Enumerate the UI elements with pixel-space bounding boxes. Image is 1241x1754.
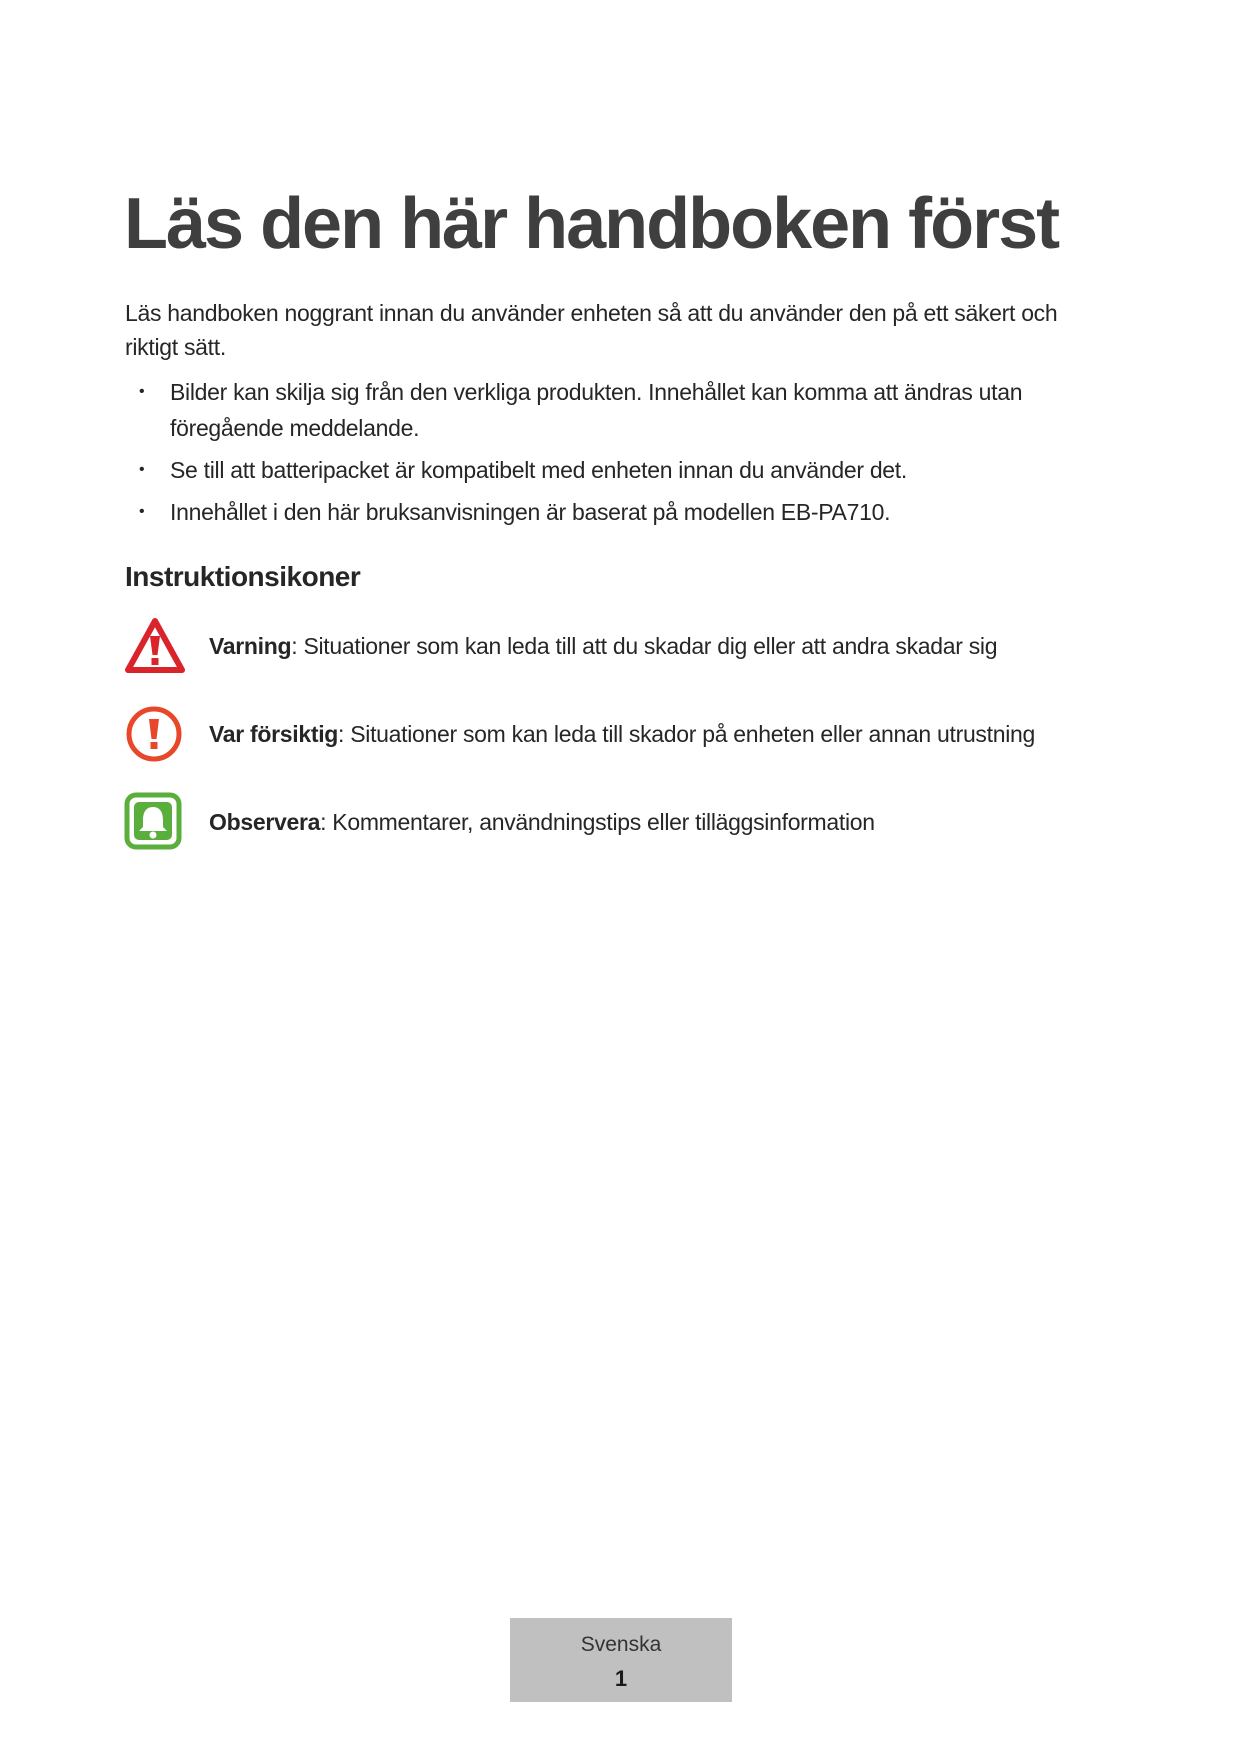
instruction-text: Situationer som kan leda till skador på enheten eller annan utrustning: [344, 721, 1036, 747]
page-number: 1: [614, 1666, 628, 1691]
instruction-label: Varning: [209, 633, 292, 659]
list-item-text: Innehållet i den här bruksanvisningen är baserat på modellen EB-PA710.: [170, 499, 891, 525]
page-footer: [510, 1618, 732, 1702]
instruction-caution: [124, 704, 1124, 764]
list-item: [125, 374, 1105, 446]
label-separator: :: [338, 721, 345, 747]
list-item-text: Se till att batteripacket är kompatibelt med enheten innan du använder det.: [170, 457, 907, 483]
footer-language: Svenska: [580, 1633, 662, 1656]
bullet-dot: •: [139, 461, 145, 478]
page-title: Läs den här handboken först: [124, 184, 1059, 264]
bullet-dot: •: [139, 383, 145, 400]
instruction-label: Var försiktig: [209, 721, 339, 747]
label-separator: :: [291, 633, 298, 659]
label-separator: :: [320, 809, 327, 835]
instruction-text: Situationer som kan leda till att du skadar dig eller att andra skadar sig: [297, 633, 998, 659]
instruction-text: Kommentarer, användningstips eller tilläggsinformation: [326, 809, 875, 835]
list-item: [125, 452, 1105, 488]
instruction-label: Observera: [209, 809, 321, 835]
list-item-text: Bilder kan skilja sig från den verkliga produkten. Innehållet kan komma att ändras utan föregående meddelande.: [170, 379, 1023, 441]
list-item: [125, 494, 1105, 530]
bullet-list: [125, 374, 1105, 536]
section-heading: Instruktionsikoner: [125, 561, 361, 592]
note-bell-icon: [124, 792, 186, 852]
warning-triangle-icon: [124, 616, 186, 676]
instruction-warning: [124, 616, 1124, 676]
intro-paragraph: Läs handboken noggrant innan du använder enheten så att du använder den på ett säkert och riktigt sätt.: [125, 300, 1058, 360]
bullet-dot: •: [139, 503, 145, 520]
caution-circle-icon: [124, 704, 186, 764]
instruction-note: [124, 792, 1124, 852]
